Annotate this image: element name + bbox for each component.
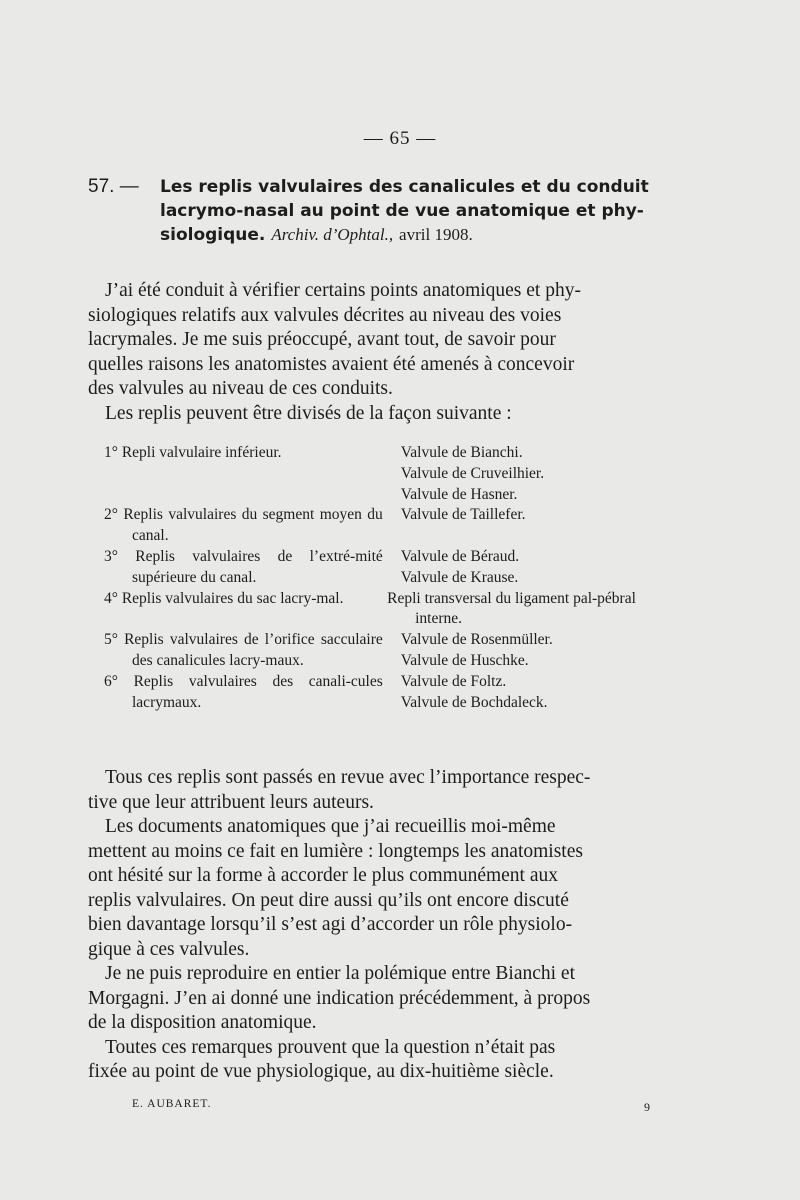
body-paragraph bbox=[88, 766, 664, 1085]
valve-name: Valvule de Rosenmüller. bbox=[400, 631, 553, 649]
fold-type: 4° Replis valvulaires du sac lacry-mal. bbox=[104, 589, 344, 607]
table-row bbox=[104, 443, 664, 505]
valve-name: Valvule de Hasner. bbox=[400, 485, 518, 503]
valve-names bbox=[401, 505, 664, 547]
valve-name: Valvule de Béraud. bbox=[400, 547, 520, 565]
text-line: tive que leur attribuent leurs auteurs. bbox=[88, 791, 374, 813]
signature-mark: 9 bbox=[644, 1100, 650, 1114]
valve-name: Valvule de Bochdaleck. bbox=[400, 693, 548, 711]
table-row bbox=[104, 505, 664, 547]
valve-names bbox=[401, 630, 664, 672]
text-line: ont hésité sur la forme à accorder le plus communément aux bbox=[88, 865, 558, 886]
text-line: Les replis peuvent être divisés de la façon suivante : bbox=[105, 402, 512, 424]
entry-title-line: lacrymo-nasal au point de vue anatomique et phy- bbox=[160, 200, 644, 221]
text-line: mettent au moins ce fait en lumière : longtemps les anatomistes bbox=[88, 840, 583, 862]
journal-reference: Archiv. d’Ophtal., bbox=[271, 225, 394, 244]
intro-paragraph bbox=[88, 279, 664, 426]
text-line: lacrymales. Je me suis préoccupé, avant tout, de savoir pour bbox=[88, 329, 556, 350]
valve-name: Valvule de Huschke. bbox=[400, 651, 529, 669]
valve-names bbox=[401, 672, 664, 714]
valve-name: Valvule de Taillefer. bbox=[400, 506, 526, 524]
publication-date: avril 1908. bbox=[399, 225, 473, 244]
fold-type: 3° Replis valvulaires de l’extré-mité supérieure du canal. bbox=[104, 547, 383, 586]
text-line: Je ne puis reproduire en entier la polémique entre Bianchi et bbox=[105, 963, 575, 984]
text-line: bien davantage lorsqu’il s’est agi d’accorder un rôle physiolo- bbox=[88, 914, 573, 935]
text-line: siologiques relatifs aux valvules décrites au niveau des voies bbox=[88, 304, 562, 326]
valve-name: Valvule de Krause. bbox=[400, 568, 519, 586]
text-line: Tous ces replis sont passés en revue avec l’importance respec- bbox=[105, 767, 591, 788]
text-line: Les documents anatomiques que j’ai recueillis moi-même bbox=[105, 816, 556, 837]
text-line: quelles raisons les anatomistes avaient été amenés à concevoir bbox=[88, 353, 575, 375]
valve-names bbox=[387, 589, 664, 631]
valve-classification-table bbox=[104, 443, 664, 713]
valve-names bbox=[401, 547, 664, 589]
bibliography-entry bbox=[88, 176, 668, 248]
text-line: fixée au point de vue physiologique, au dix-huitième siècle. bbox=[88, 1061, 554, 1082]
text-line: gique à ces valvules. bbox=[88, 938, 250, 960]
table-row bbox=[104, 630, 664, 672]
entry-title-line bbox=[160, 223, 668, 248]
text-line: Morgagni. J’en ai donné une indication précédemment, à propos bbox=[88, 987, 591, 1009]
valve-names bbox=[401, 443, 664, 505]
valve-name: Valvule de Bianchi. bbox=[400, 444, 523, 461]
fold-type: 6° Replis valvulaires des canali-cules lacrymaux. bbox=[104, 672, 383, 711]
text-line: replis valvulaires. On peut dire aussi qu’ils ont encore discuté bbox=[88, 889, 569, 911]
page-number: — 65 — bbox=[363, 128, 437, 149]
text-line: de la disposition anatomique. bbox=[88, 1012, 317, 1033]
entry-title-end: siologique. bbox=[160, 225, 266, 245]
entry-number: 57. — bbox=[88, 176, 139, 197]
valve-name: Repli transversal du ligament pal-pébral interne. bbox=[387, 589, 636, 628]
table-row bbox=[104, 589, 664, 631]
fold-type: 1° Repli valvulaire inférieur. bbox=[104, 444, 282, 461]
entry-title-line: Les replis valvulaires des canalicules et du conduit bbox=[160, 177, 649, 197]
text-line: des valvules au niveau de ces conduits. bbox=[88, 378, 393, 399]
text-line: J’ai été conduit à vérifier certains points anatomiques et phy- bbox=[105, 280, 581, 301]
table-row bbox=[104, 672, 664, 714]
fold-type: 2° Replis valvulaires du segment moyen du canal. bbox=[104, 506, 383, 545]
valve-name: Valvule de Foltz. bbox=[400, 672, 507, 690]
fold-type: 5° Replis valvulaires de l’orifice sacculaire des canalicules lacry-maux. bbox=[104, 631, 383, 669]
author-signature: E. AUBARET. bbox=[132, 1098, 212, 1110]
valve-name: Valvule de Cruveilhier. bbox=[400, 464, 545, 482]
table-row bbox=[104, 547, 664, 589]
text-line: Toutes ces remarques prouvent que la question n’était pas bbox=[105, 1036, 556, 1058]
entry-title bbox=[160, 176, 668, 248]
